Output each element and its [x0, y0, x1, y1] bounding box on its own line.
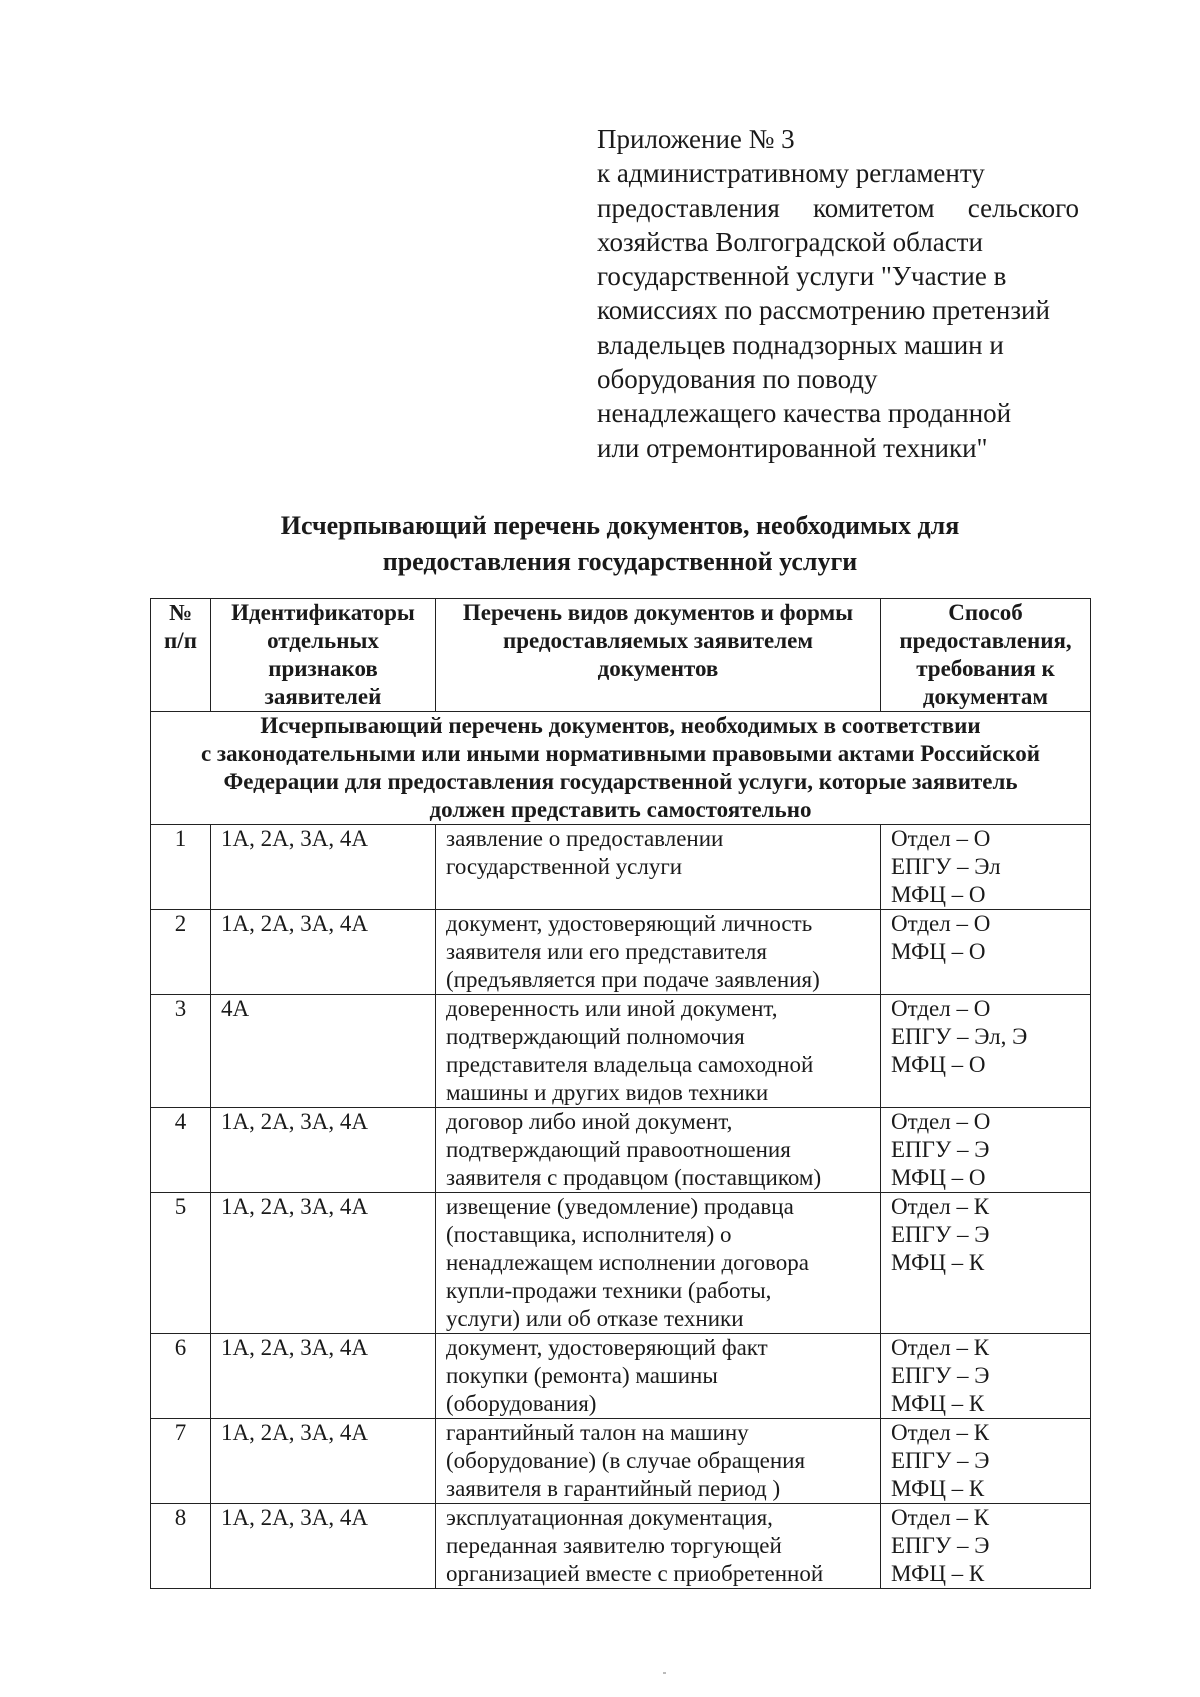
table-row [151, 1334, 1091, 1419]
row-number: 3 [151, 995, 211, 1108]
row-document: договор либо иной документ, подтверждающий правоотношения заявителя с продавцом (поставщиком) [436, 1108, 881, 1193]
table-row [151, 825, 1091, 910]
row-identifiers: 4А [211, 995, 436, 1108]
document-title-line: Исчерпывающий перечень документов, необходимых для [280, 511, 960, 540]
appendix-line: Приложение № 3 [597, 124, 795, 154]
appendix-line: хозяйства Волгоградской области [597, 226, 983, 257]
table-row [151, 1419, 1091, 1504]
row-method: Отдел – О ЕПГУ – Эл, Э МФЦ – О [881, 995, 1091, 1108]
row-method: Отдел – О МФЦ – О [881, 910, 1091, 995]
document-title-line: предоставления государственной услуги [382, 547, 858, 576]
table-row [151, 1108, 1091, 1193]
scan-speck [663, 1672, 666, 1674]
header-num: № п/п [151, 599, 211, 712]
document-title [150, 508, 1090, 580]
table-row [151, 995, 1091, 1108]
appendix-line: оборудования по поводу [597, 364, 878, 395]
section-row [151, 712, 1091, 825]
appendix-line: ненадлежащего качества проданной [597, 398, 1012, 429]
row-document: документ, удостоверяющий личность заявителя или его представителя (предъявляется при подаче заявления) [436, 910, 881, 995]
row-number: 5 [151, 1193, 211, 1334]
row-number: 7 [151, 1419, 211, 1504]
header-method: Способ предоставления, требования к документам [881, 599, 1091, 712]
row-document: гарантийный талон на машину (оборудование) (в случае обращения заявителя в гарантийный период ) [436, 1419, 881, 1504]
row-method: Отдел – К ЕПГУ – Э МФЦ – К [881, 1193, 1091, 1334]
table-row [151, 1504, 1091, 1589]
row-number: 1 [151, 825, 211, 910]
row-document: доверенность или иной документ, подтверждающий полномочия представителя владельца самоходной машины и других видов техники [436, 995, 881, 1108]
row-document: извещение (уведомление) продавца (поставщика, исполнителя) о ненадлежащем исполнении договора купли-продажи техники (работы, услуги) или об отказе техники [436, 1193, 881, 1334]
row-identifiers: 1А, 2А, 3А, 4А [211, 1419, 436, 1504]
row-document: документ, удостоверяющий факт покупки (ремонта) машины (оборудования) [436, 1334, 881, 1419]
documents-table [150, 598, 1091, 1589]
row-identifiers: 1А, 2А, 3А, 4А [211, 1504, 436, 1589]
row-document: заявление о предоставлении государственной услуги [436, 825, 881, 910]
row-number: 8 [151, 1504, 211, 1589]
appendix-block [597, 122, 1079, 465]
row-method: Отдел – О ЕПГУ – Э МФЦ – О [881, 1108, 1091, 1193]
row-identifiers: 1А, 2А, 3А, 4А [211, 1334, 436, 1419]
table-row [151, 1193, 1091, 1334]
row-method: Отдел – О ЕПГУ – Эл МФЦ – О [881, 825, 1091, 910]
row-number: 6 [151, 1334, 211, 1419]
appendix-line: или отремонтированной техники" [597, 432, 988, 463]
table-row [151, 910, 1091, 995]
row-identifiers: 1А, 2А, 3А, 4А [211, 910, 436, 995]
appendix-line: государственной услуги "Участие в [597, 261, 1007, 292]
appendix-line: владельцев поднадзорных машин и [597, 329, 1004, 360]
row-identifiers: 1А, 2А, 3А, 4А [211, 1193, 436, 1334]
row-number: 2 [151, 910, 211, 995]
table-header-row [151, 599, 1091, 712]
appendix-line: предоставления комитетом сельского [597, 192, 1079, 223]
section-heading: Исчерпывающий перечень документов, необходимых в соответствии с законодательными или иными нормативными правовыми актами Российской Федерации для предоставления государственной услуги, которые заявитель должен представить самостоятельно [151, 712, 1091, 825]
row-identifiers: 1А, 2А, 3А, 4А [211, 825, 436, 910]
row-method: Отдел – К ЕПГУ – Э МФЦ – К [881, 1504, 1091, 1589]
row-document: эксплуатационная документация, переданная заявителю торгующей организацией вместе с приобретенной [436, 1504, 881, 1589]
row-identifiers: 1А, 2А, 3А, 4А [211, 1108, 436, 1193]
appendix-line: к административному регламенту [597, 158, 985, 189]
row-method: Отдел – К ЕПГУ – Э МФЦ – К [881, 1334, 1091, 1419]
row-number: 4 [151, 1108, 211, 1193]
appendix-line: комиссиях по рассмотрению претензий [597, 295, 1050, 326]
header-documents: Перечень видов документов и формы предоставляемых заявителем документов [436, 599, 881, 712]
row-method: Отдел – К ЕПГУ – Э МФЦ – К [881, 1419, 1091, 1504]
header-identifiers: Идентификаторы отдельных признаков заявителей [211, 599, 436, 712]
